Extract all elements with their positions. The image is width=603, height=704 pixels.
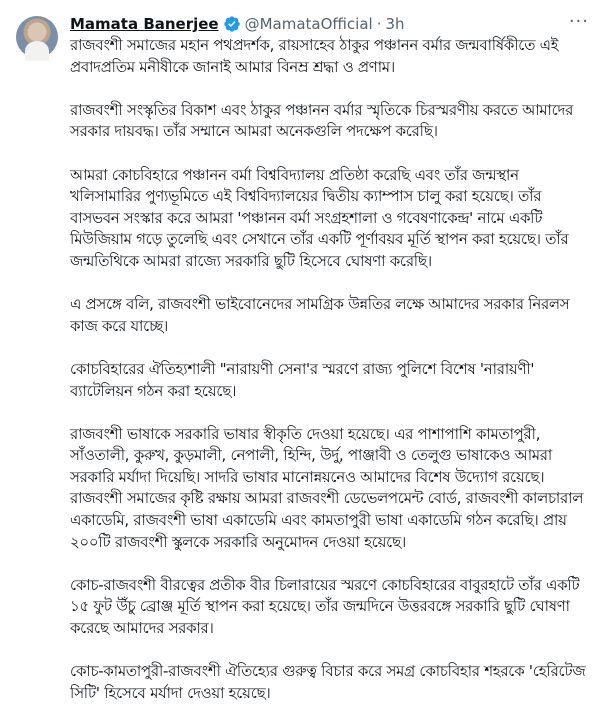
avatar[interactable] — [16, 16, 58, 58]
author-name[interactable]: Mamata Banerjee — [70, 15, 219, 33]
tweet-content — [64, 11, 589, 702]
tweet-paragraph: কোচবিহারের ঐতিহ্যশালী "নারায়ণী সেনা'র স্মরণে রাজ্য পুলিশে বিশেষ 'নারায়ণী' ব্যাটেলিয়ন গঠন করা হয়েছে। — [70, 360, 535, 400]
tweet-paragraph: আমরা কোচবিহারে পঞ্চানন বর্মা বিশ্ববিদ্যালয় প্রতিষ্ঠা করেছি এবং তাঁর জন্মস্থান খলিসামারির পুণ্যভূমিতে এই বিশ্ববিদ্যালয়ের দ্বিতীয় ক্যাম্পাস চালু করা হয়েছে। তাঁর বাসভবন সংস্কার করে আমরা 'পঞ্চানন বর্মা সংগ্রহশালা ও গবেষণাকেন্দ্র' নামে একটি মিউজিয়াম গড়ে তুলেছি এবং সেখানে তাঁর একটি পূর্ণাবয়ব মূর্তি স্থাপন করা হয়েছে। তাঁর জন্মতিথিকে আমরা রাজ্যে সরকারি ছুটি হিসেবে ঘোষণা করেছি। — [70, 166, 569, 270]
tweet-paragraph: কোচ-কামতাপুরী-রাজবংশী ঐতিহ্যের গুরুত্ব বিচার করে সমগ্র কোচবিহার শহরকে 'হেরিটেজ সিটি' হিসেবে মর্যাদা দেওয়া হয়েছে। — [70, 663, 586, 702]
verified-badge-icon[interactable] — [223, 15, 241, 33]
tweet-paragraph: রাজবংশী সংস্কৃতির বিকাশ এবং ঠাকুর পঞ্চানন বর্মার স্মৃতিকে চিরস্মরণীয় করতে আমাদের সরকার দায়বদ্ধ। তাঁর সম্মানে আমরা অনেকগুলি পদক্ষেপ করেছি। — [70, 101, 574, 141]
author-handle[interactable]: @MamataOfficial — [244, 15, 373, 33]
tweet-paragraph: রাজবংশী সমাজের মহান পথপ্রদর্শক, রায়সাহেব ঠাকুর পঞ্চানন বর্মার জন্মবার্ষিকীতে এই প্রবাদপ্রতিম মনীষীকে জানাই আমার বিনম্র শ্রদ্ধা ও প্রণাম। — [70, 37, 559, 76]
separator-dot: · — [376, 15, 382, 33]
tweet-paragraph: এ প্রসঙ্গে বলি, রাজবংশী ভাইবোনেদের সামগ্রিক উন্নতির লক্ষে আমাদের সরকার নিরলস কাজ করে যাচ্ছে। — [70, 296, 570, 335]
timestamp[interactable]: 3h — [385, 15, 405, 33]
tweet-paragraph: রাজবংশী ভাষাকে সরকারি ভাষার স্বীকৃতি দেওয়া হয়েছে। এর পাশাপাশি কামতাপুরী, সাঁওতালী, কুরুখ, কুড়মালী, নেপালী, হিন্দি, উর্দু, পাঞ্জাবী ও তেলুগু ভাষাকেও আমরা সরকারি মর্যাদা দিয়েছি। সাদরি ভাষার মানোন্নয়নেও আমাদের বিশেষ উদ্যোগ রয়েছে। রাজবংশী সমাজের কৃষ্টি রক্ষায় আমরা রাজবংশী ডেভেলপমেন্ট বোর্ড, রাজবংশী কালচারাল একাডেমি, রাজবংশী ভাষা একাডেমি এবং কামতাপুরী ভাষা একাডেমি গঠন করেছি। প্রায় ২০০টি রাজবংশী স্কুলকে সরকারি অনুমোদন দেওয়া হয়েছে। — [70, 425, 584, 551]
more-options-icon[interactable]: ··· — [568, 11, 589, 32]
avatar-column — [16, 14, 64, 669]
tweet-paragraph: কোচ-রাজবংশী বীরত্বের প্রতীক বীর চিলারায়ের স্মরণে কোচবিহারের বাবুরহাটে তাঁর একটি ১৫ ফুট উঁচু ব্রোঞ্জ মূর্তি স্থাপন করা হয়েছে। তাঁর জন্মদিনে উত্তরবঙ্গে সরকারি ছুটি ঘোষণা করেছে আমাদের সরকার। — [70, 576, 580, 638]
tweet-header — [70, 11, 589, 34]
tweet-text — [70, 35, 589, 704]
